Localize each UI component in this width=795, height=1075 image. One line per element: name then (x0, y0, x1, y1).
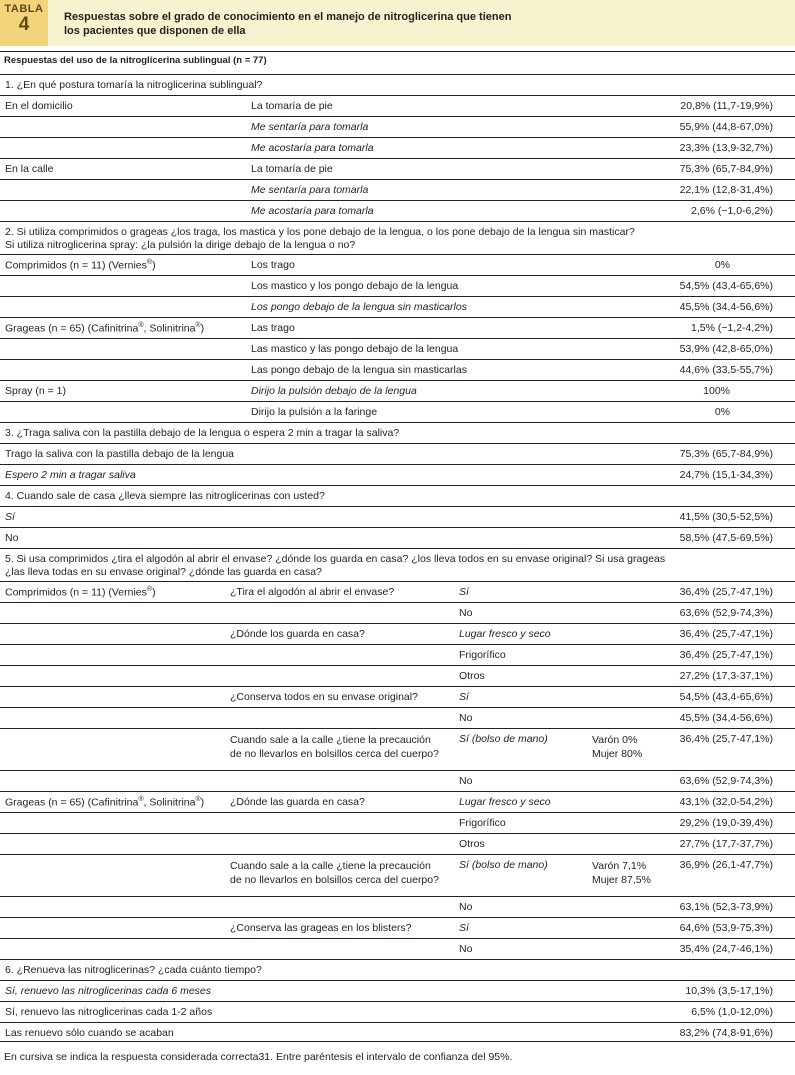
percent-value: 36,9% (26,1-47,7%) (679, 859, 773, 871)
top-rule (0, 51, 795, 52)
table-row (0, 602, 795, 623)
gender-breakdown: Varón 7,1% Mujer 87,5% (592, 860, 651, 886)
answer-text: Las pongo debajo de la lengua sin masticarlas (251, 364, 467, 376)
answer-text: Me acostaría para tomarla (251, 142, 374, 154)
question-row (0, 548, 795, 581)
answer-text: Frigorífico (459, 817, 506, 829)
table-row (0, 137, 795, 158)
percent-value: 53,9% (42,8-65,0%) (679, 343, 773, 355)
table-row (0, 401, 795, 422)
percent-value: 64,6% (53,9-75,3%) (679, 922, 773, 934)
table-row (0, 896, 795, 917)
table-row (0, 623, 795, 644)
answer-text: Otros (459, 670, 485, 682)
percent-value: 58,5% (47,5-69,5%) (679, 532, 773, 544)
answer-text: Dirijo la pulsión a la faringe (251, 406, 378, 418)
answer-text: Sí (bolso de mano) (459, 733, 548, 745)
percent-value: 63,1% (52,3-73,9%) (679, 901, 773, 913)
row-label: En la calle (5, 163, 54, 175)
table-row (0, 1001, 795, 1022)
answer-text: No (459, 607, 473, 619)
table-row (0, 359, 795, 380)
percent-value: 36,4% (25,7-47,1%) (679, 628, 773, 640)
bottom-rule (0, 1041, 795, 1042)
answer-text: Las mastico y las pongo debajo de la lengua (251, 343, 459, 355)
percent-value: 36,4% (25,7-47,1%) (679, 733, 773, 745)
question-row (0, 485, 795, 506)
percent-value: 36,4% (25,7-47,1%) (679, 586, 773, 598)
answer-text: Los pongo debajo de la lengua sin masticarlos (251, 301, 467, 313)
percent-value: 43,1% (32,0-54,2%) (679, 796, 773, 808)
percent-value: 41,5% (30,5-52,5%) (679, 511, 773, 523)
percent-value: 63,6% (52,9-74,3%) (679, 607, 773, 619)
answer-text: Me sentaría para tomarla (251, 121, 369, 133)
table-row (0, 254, 795, 275)
subquestion-text: Cuando sale a la calle ¿tiene la precaución de no llevarlos en bolsillos cerca del cuerpo? (230, 734, 439, 760)
answer-text: Lugar fresco y seco (459, 628, 551, 640)
table-row (0, 833, 795, 854)
question-line: Si utiliza nitroglicerina spray: ¿la pulsión la dirige debajo de la lengua o no? (5, 239, 356, 251)
answer-text: No (5, 532, 19, 544)
row-label: Comprimidos (n = 11) (Vernies®) (5, 586, 156, 599)
subquestion-text: Cuando sale a la calle ¿tiene la precaución de no llevarlos en bolsillos cerca del cuerpo? (230, 860, 439, 886)
percent-value: 2,6% (−1,0-6,2%) (690, 205, 773, 217)
table-row (0, 581, 795, 602)
table-row (0, 644, 795, 665)
percent-value: 27,2% (17,3-37,1%) (679, 670, 773, 682)
table-row (0, 812, 795, 833)
table-row (0, 443, 795, 464)
table-row (0, 854, 795, 896)
percent-value: 75,3% (65,7-84,9%) (679, 163, 773, 175)
percent-value: 83,2% (74,8-91,6%) (679, 1027, 773, 1039)
question-row (0, 422, 795, 443)
row-label: Grageas (n = 65) (Cafinitrina®, Solinitrina®) (5, 322, 205, 335)
answer-text: Otros (459, 838, 485, 850)
question-line: ¿las lleva todas en su envase original? ¿dónde las guarda en casa? (5, 566, 322, 578)
answer-text: No (459, 712, 473, 724)
subquestion-text: ¿Dónde los guarda en casa? (230, 628, 365, 640)
percent-value: 100% (703, 385, 730, 397)
answer-text: No (459, 901, 473, 913)
percent-value: 24,7% (15,1-34,3%) (679, 469, 773, 481)
percent-value: 20,8% (11,7-19,9%) (680, 100, 773, 112)
table-row (0, 686, 795, 707)
percent-value: 36,4% (25,7-47,1%) (679, 649, 773, 661)
table-tag (0, 0, 48, 46)
subquestion-text: ¿Dónde las guarda en casa? (230, 796, 365, 808)
percent-value: 45,5% (34,4-56,6%) (679, 301, 773, 313)
table-row (0, 464, 795, 485)
answer-text: Los mastico y los pongo debajo de la lengua (251, 280, 459, 292)
answer-text: No (459, 943, 473, 955)
answer-text: Sí (459, 922, 469, 934)
percent-value: 0% (714, 406, 730, 418)
table-row (0, 728, 795, 770)
question-line: 2. Si utiliza comprimidos o grageas ¿los traga, los mastica y los pone debajo de la lengua, o los pone debajo de la lengua sin masticar? (5, 226, 635, 238)
table-tag-label: TABLA (4, 3, 44, 15)
answer-text: Frigorífico (459, 649, 506, 661)
table-row (0, 95, 795, 116)
table-row (0, 527, 795, 548)
table-row (0, 1022, 795, 1043)
question-text (5, 226, 765, 252)
table-row (0, 665, 795, 686)
percent-value: 54,5% (43,4-65,6%) (679, 691, 773, 703)
answer-text: Las trago (251, 322, 295, 334)
gender-breakdown: Varón 0% Mujer 80% (592, 734, 643, 760)
table-row (0, 158, 795, 179)
answer-text: Trago la saliva con la pastilla debajo de la lengua (5, 448, 235, 460)
table-row (0, 275, 795, 296)
question-row (0, 959, 795, 980)
answer-text: La tomaría de pie (251, 100, 333, 112)
percent-value: 54,5% (43,4-65,6%) (679, 280, 773, 292)
subquestion-text: ¿Tira el algodón al abrir el envase? (230, 586, 395, 598)
row-label: Comprimidos (n = 11) (Vernies®) (5, 259, 156, 272)
row-label: Spray (n = 1) (5, 385, 66, 397)
percent-value: 22,1% (12,8-31,4%) (679, 184, 773, 196)
answer-text: Me acostaría para tomarla (251, 205, 374, 217)
answer-text: Sí, renuevo las nitroglicerinas cada 1-2 años (5, 1006, 213, 1018)
percent-value: 45,5% (34,4-56,6%) (679, 712, 773, 724)
percent-value: 0% (714, 259, 730, 271)
table-row (0, 791, 795, 812)
answer-text: La tomaría de pie (251, 163, 333, 175)
table-row (0, 116, 795, 137)
percent-value: 44,6% (33,5-55,7%) (679, 364, 773, 376)
answer-text: Sí (459, 691, 469, 703)
percent-value: 63,6% (52,9-74,3%) (679, 775, 773, 787)
table-row (0, 380, 795, 401)
table-footnote: En cursiva se indica la respuesta considerada correcta31. Entre paréntesis el intervalo de confianza del 95%. (4, 1051, 513, 1063)
question-text: 1. ¿En qué postura tomaría la nitroglicerina sublingual? (5, 79, 263, 91)
table-row (0, 338, 795, 359)
question-text: 4. Cuando sale de casa ¿lleva siempre las nitroglicerinas con usted? (5, 490, 325, 502)
question-line: 5. Si usa comprimidos ¿tira el algodón al abrir el envase? ¿dónde los guarda en casa? ¿los lleva todos en su envase original? Si usa grageas (5, 553, 666, 565)
row-label: Grageas (n = 65) (Cafinitrina®, Solinitrina®) (5, 796, 205, 809)
table-tag-number: 4 (18, 14, 30, 35)
question-text: 3. ¿Traga saliva con la pastilla debajo de la lengua o espera 2 min a tragar la saliva? (5, 427, 400, 439)
percent-value: 75,3% (65,7-84,9%) (679, 448, 773, 460)
answer-text: No (459, 775, 473, 787)
percent-value: 23,3% (13,9-32,7%) (679, 142, 773, 154)
percent-value: 55,9% (44,8-67,0%) (679, 121, 773, 133)
subquestion-text: ¿Conserva las grageas en los blisters? (230, 922, 412, 934)
table-row (0, 707, 795, 728)
answer-text: Los trago (251, 259, 295, 271)
question-text (5, 553, 765, 579)
percent-value: 29,2% (19,0-39,4%) (679, 817, 773, 829)
table-header (0, 0, 795, 46)
table-subheader: Respuestas del uso de la nitroglicerina sublingual (n = 77) (4, 55, 267, 66)
table-body (0, 74, 795, 1043)
answer-text: Espero 2 min a tragar saliva (5, 469, 136, 481)
percent-value: 27,7% (17,7-37,7%) (679, 838, 773, 850)
table-row (0, 200, 795, 221)
percent-value: 10,3% (3,5-17,1%) (685, 985, 773, 997)
answer-text: Sí (5, 511, 15, 523)
percent-value: 35,4% (24,7-46,1%) (679, 943, 773, 955)
table-row (0, 770, 795, 791)
answer-text: Me sentaría para tomarla (251, 184, 369, 196)
table-row (0, 980, 795, 1001)
row-label: En el domicilio (5, 100, 73, 112)
answer-text: Dirijo la pulsión debajo de la lengua (251, 385, 417, 397)
question-text: 6. ¿Renueva las nitroglicerinas? ¿cada cuánto tiempo? (5, 964, 262, 976)
table-row (0, 917, 795, 938)
table-row (0, 179, 795, 200)
percent-value: 1,5% (−1,2-4,2%) (690, 322, 773, 334)
table-row (0, 296, 795, 317)
table-title-line1: Respuestas sobre el grado de conocimiento en el manejo de nitroglicerina que tienen (64, 11, 512, 23)
question-row (0, 74, 795, 95)
table-title-line2: los pacientes que disponen de ella (64, 25, 246, 37)
table-row (0, 317, 795, 338)
table-row (0, 938, 795, 959)
table-title (64, 10, 564, 38)
answer-text: Lugar fresco y seco (459, 796, 551, 808)
question-row (0, 221, 795, 254)
answer-text: Las renuevo sólo cuando se acaban (5, 1027, 174, 1039)
answer-text: Sí, renuevo las nitroglicerinas cada 6 meses (5, 985, 212, 997)
table-row (0, 506, 795, 527)
percent-value: 6,5% (1,0-12,0%) (691, 1006, 773, 1018)
answer-text: Sí (459, 586, 469, 598)
answer-text: Sí (bolso de mano) (459, 859, 548, 871)
subquestion-text: ¿Conserva todos en su envase original? (230, 691, 418, 703)
